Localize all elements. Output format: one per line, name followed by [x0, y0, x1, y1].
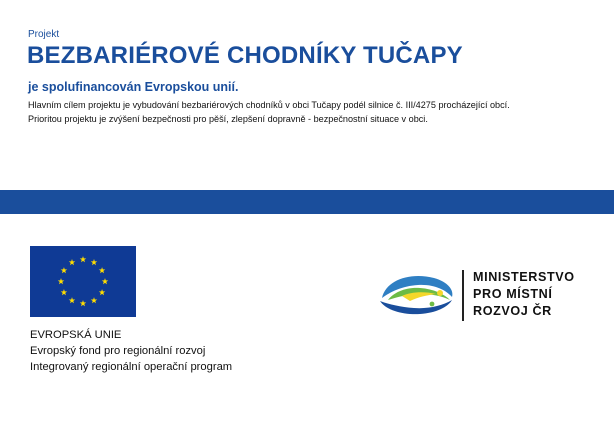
project-eyebrow: Projekt: [28, 29, 60, 40]
eu-flag-icon: [30, 246, 136, 317]
eu-star-icon: [69, 297, 75, 303]
project-description-line-1: Hlavním cílem projektu je vybudování bezbariérových chodníků v obci Tučapy podél silnice č. III/4275 procházející obcí.: [28, 100, 510, 110]
eu-star-icon: [61, 289, 67, 295]
eu-star-icon: [99, 289, 105, 295]
project-subtitle: je spolufinancován Evropskou unií.: [28, 80, 239, 94]
eu-star-icon: [102, 278, 108, 284]
eu-star-icon: [80, 256, 86, 262]
eu-label: EVROPSKÁ UNIE: [30, 329, 122, 341]
ministry-line-3: ROZVOJ ČR: [473, 304, 552, 318]
eu-star-icon: [99, 267, 105, 273]
ministry-line-2: PRO MÍSTNÍ: [473, 287, 553, 301]
project-title: BEZBARIÉROVÉ CHODNÍKY TUČAPY: [27, 42, 463, 69]
project-description-line-2: Prioritou projektu je zvýšení bezpečnosti pro pěší, zlepšení dopravně - bezpečnostní situace v obci.: [28, 114, 428, 124]
eu-star-icon: [69, 259, 75, 265]
ministry-line-1: MINISTERSTVO: [473, 270, 575, 284]
eu-programme-label: Integrovaný regionální operační program: [30, 361, 233, 373]
mmr-divider: [462, 270, 464, 321]
mmr-logo-icon: [376, 270, 456, 320]
eu-stars: [30, 246, 136, 317]
eu-star-icon: [80, 300, 86, 306]
eu-star-icon: [58, 278, 64, 284]
eu-star-icon: [91, 297, 97, 303]
eu-fund-label: Evropský fond pro regionální rozvoj: [30, 345, 206, 357]
blue-band: [0, 190, 614, 214]
eu-star-icon: [91, 259, 97, 265]
eu-star-icon: [61, 267, 67, 273]
